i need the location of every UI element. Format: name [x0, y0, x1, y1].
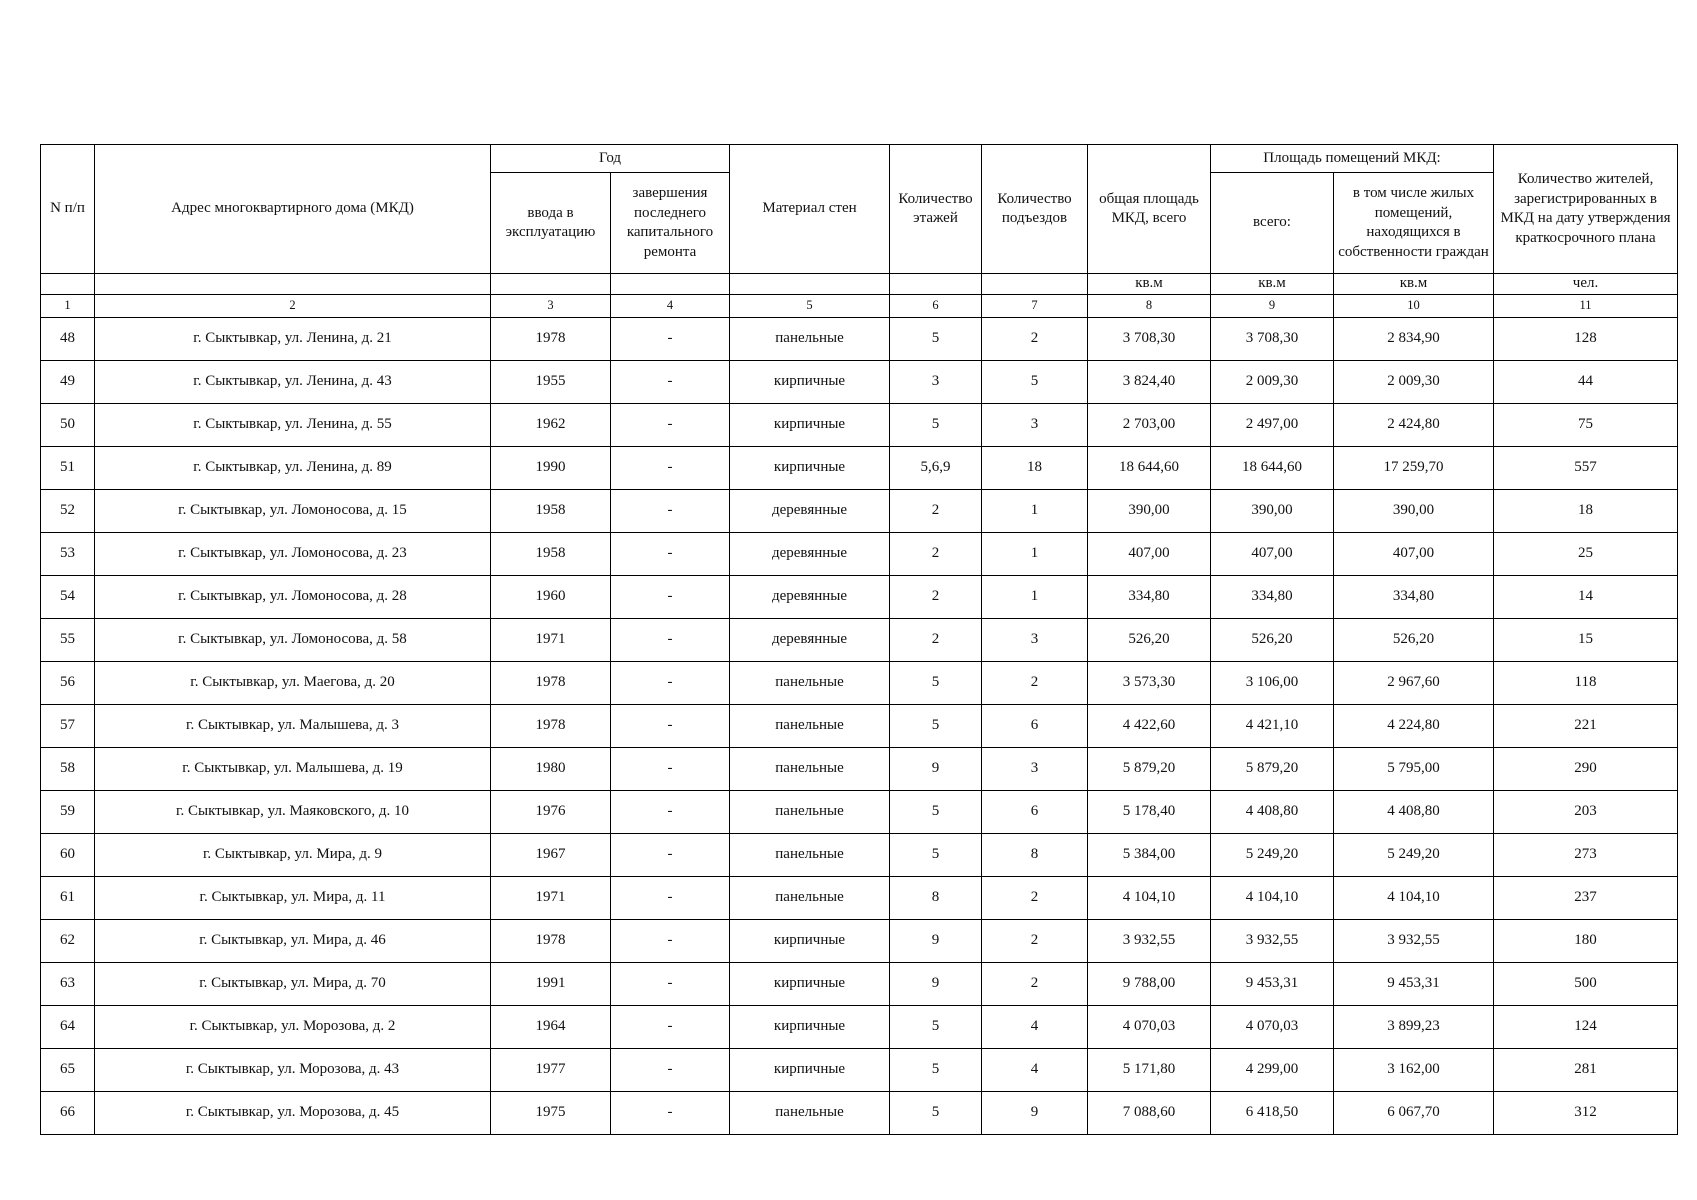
row-area-all: 4 299,00 [1211, 1048, 1334, 1091]
row-wall-material: панельные [730, 704, 890, 747]
row-floors: 5 [890, 704, 982, 747]
row-year-commission: 1990 [491, 446, 611, 489]
header-num: N п/п [41, 145, 95, 274]
row-address: г. Сыктывкар, ул. Мира, д. 9 [95, 833, 491, 876]
row-entrances: 9 [982, 1091, 1088, 1134]
column-number: 5 [730, 294, 890, 317]
row-wall-material: панельные [730, 317, 890, 360]
row-area-all: 4 408,80 [1211, 790, 1334, 833]
row-number: 64 [41, 1005, 95, 1048]
row-area-all: 2 009,30 [1211, 360, 1334, 403]
row-number: 63 [41, 962, 95, 1005]
row-number: 55 [41, 618, 95, 661]
row-year-repair: - [611, 403, 730, 446]
row-wall-material: кирпичные [730, 1005, 890, 1048]
row-address: г. Сыктывкар, ул. Ленина, д. 21 [95, 317, 491, 360]
row-wall-material: деревянные [730, 532, 890, 575]
row-year-repair: - [611, 360, 730, 403]
row-residents: 221 [1494, 704, 1678, 747]
row-floors: 5 [890, 790, 982, 833]
row-entrances: 2 [982, 661, 1088, 704]
row-total-area: 407,00 [1088, 532, 1211, 575]
row-entrances: 5 [982, 360, 1088, 403]
row-area-all: 334,80 [1211, 575, 1334, 618]
row-area-residential: 407,00 [1334, 532, 1494, 575]
row-year-repair: - [611, 1048, 730, 1091]
table-row [41, 532, 1678, 575]
row-area-all: 390,00 [1211, 489, 1334, 532]
row-total-area: 3 932,55 [1088, 919, 1211, 962]
row-year-repair: - [611, 317, 730, 360]
row-floors: 3 [890, 360, 982, 403]
header-year-commission: ввода в эксплуатацию [491, 173, 611, 274]
row-year-commission: 1958 [491, 532, 611, 575]
row-area-all: 3 106,00 [1211, 661, 1334, 704]
row-number: 57 [41, 704, 95, 747]
row-number: 49 [41, 360, 95, 403]
row-entrances: 4 [982, 1048, 1088, 1091]
row-floors: 5,6,9 [890, 446, 982, 489]
row-entrances: 3 [982, 747, 1088, 790]
row-wall-material: кирпичные [730, 403, 890, 446]
row-year-commission: 1958 [491, 489, 611, 532]
row-area-residential: 9 453,31 [1334, 962, 1494, 1005]
row-area-all: 4 070,03 [1211, 1005, 1334, 1048]
row-address: г. Сыктывкар, ул. Ленина, д. 43 [95, 360, 491, 403]
row-residents: 290 [1494, 747, 1678, 790]
row-number: 59 [41, 790, 95, 833]
row-total-area: 2 703,00 [1088, 403, 1211, 446]
row-year-repair: - [611, 704, 730, 747]
row-entrances: 2 [982, 919, 1088, 962]
row-wall-material: панельные [730, 661, 890, 704]
row-area-residential: 2 967,60 [1334, 661, 1494, 704]
header-row-units [41, 274, 1678, 295]
table-row [41, 1091, 1678, 1134]
row-wall-material: кирпичные [730, 1048, 890, 1091]
table-row [41, 575, 1678, 618]
row-year-commission: 1975 [491, 1091, 611, 1134]
row-entrances: 2 [982, 876, 1088, 919]
row-address: г. Сыктывкар, ул. Малышева, д. 19 [95, 747, 491, 790]
header-year-repair: завершения последнего капитального ремонта [611, 173, 730, 274]
row-number: 61 [41, 876, 95, 919]
row-total-area: 390,00 [1088, 489, 1211, 532]
column-number: 3 [491, 294, 611, 317]
row-residents: 281 [1494, 1048, 1678, 1091]
row-floors: 5 [890, 1048, 982, 1091]
row-floors: 9 [890, 919, 982, 962]
row-wall-material: деревянные [730, 489, 890, 532]
row-number: 65 [41, 1048, 95, 1091]
row-area-residential: 3 162,00 [1334, 1048, 1494, 1091]
unit-empty-floors [890, 274, 982, 295]
row-wall-material: панельные [730, 833, 890, 876]
table-row [41, 661, 1678, 704]
row-year-commission: 1960 [491, 575, 611, 618]
column-number: 8 [1088, 294, 1211, 317]
row-total-area: 5 384,00 [1088, 833, 1211, 876]
header-wall-material: Материал стен [730, 145, 890, 274]
table-row [41, 403, 1678, 446]
unit-empty-address [95, 274, 491, 295]
row-area-all: 9 453,31 [1211, 962, 1334, 1005]
unit-empty-repair [611, 274, 730, 295]
row-residents: 15 [1494, 618, 1678, 661]
row-area-residential: 4 224,80 [1334, 704, 1494, 747]
row-entrances: 8 [982, 833, 1088, 876]
row-total-area: 4 070,03 [1088, 1005, 1211, 1048]
row-area-all: 4 421,10 [1211, 704, 1334, 747]
row-total-area: 7 088,60 [1088, 1091, 1211, 1134]
table-row [41, 1005, 1678, 1048]
row-entrances: 3 [982, 403, 1088, 446]
row-entrances: 2 [982, 962, 1088, 1005]
row-area-residential: 4 104,10 [1334, 876, 1494, 919]
row-total-area: 5 178,40 [1088, 790, 1211, 833]
header-area-all: всего: [1211, 173, 1334, 274]
row-residents: 18 [1494, 489, 1678, 532]
row-area-residential: 390,00 [1334, 489, 1494, 532]
row-residents: 14 [1494, 575, 1678, 618]
table-row [41, 876, 1678, 919]
row-wall-material: деревянные [730, 618, 890, 661]
apartment-buildings-table [40, 144, 1678, 1135]
row-entrances: 2 [982, 317, 1088, 360]
row-address: г. Сыктывкар, ул. Мира, д. 11 [95, 876, 491, 919]
column-number: 10 [1334, 294, 1494, 317]
row-wall-material: панельные [730, 790, 890, 833]
column-number-row [41, 294, 1678, 317]
row-address: г. Сыктывкар, ул. Мира, д. 46 [95, 919, 491, 962]
row-year-repair: - [611, 661, 730, 704]
row-area-residential: 4 408,80 [1334, 790, 1494, 833]
row-floors: 2 [890, 532, 982, 575]
table-body [41, 317, 1678, 1134]
row-number: 48 [41, 317, 95, 360]
table-row [41, 618, 1678, 661]
row-year-commission: 1955 [491, 360, 611, 403]
row-area-all: 18 644,60 [1211, 446, 1334, 489]
row-residents: 273 [1494, 833, 1678, 876]
row-year-commission: 1977 [491, 1048, 611, 1091]
table-row [41, 1048, 1678, 1091]
table-row [41, 919, 1678, 962]
table-row [41, 489, 1678, 532]
row-wall-material: панельные [730, 1091, 890, 1134]
row-total-area: 9 788,00 [1088, 962, 1211, 1005]
row-area-residential: 2 424,80 [1334, 403, 1494, 446]
row-area-all: 3 932,55 [1211, 919, 1334, 962]
row-address: г. Сыктывкар, ул. Мира, д. 70 [95, 962, 491, 1005]
row-number: 62 [41, 919, 95, 962]
row-area-all: 2 497,00 [1211, 403, 1334, 446]
row-year-commission: 1964 [491, 1005, 611, 1048]
header-area-residential: в том числе жилых помещений, находящихся в собственности граждан [1334, 173, 1494, 274]
row-year-commission: 1962 [491, 403, 611, 446]
unit-total-area: кв.м [1088, 274, 1211, 295]
row-total-area: 18 644,60 [1088, 446, 1211, 489]
row-floors: 5 [890, 833, 982, 876]
header-area-group: Площадь помещений МКД: [1211, 145, 1494, 173]
row-entrances: 6 [982, 790, 1088, 833]
row-area-residential: 2 009,30 [1334, 360, 1494, 403]
table-row [41, 360, 1678, 403]
header-year-group: Год [491, 145, 730, 173]
row-year-repair: - [611, 489, 730, 532]
row-floors: 5 [890, 1005, 982, 1048]
table-row [41, 747, 1678, 790]
row-year-repair: - [611, 962, 730, 1005]
row-year-repair: - [611, 919, 730, 962]
table-row [41, 833, 1678, 876]
row-area-residential: 5 795,00 [1334, 747, 1494, 790]
row-floors: 9 [890, 747, 982, 790]
table-header [41, 145, 1678, 318]
row-address: г. Сыктывкар, ул. Морозова, д. 2 [95, 1005, 491, 1048]
row-year-repair: - [611, 747, 730, 790]
row-year-commission: 1978 [491, 704, 611, 747]
row-residents: 44 [1494, 360, 1678, 403]
row-area-residential: 3 932,55 [1334, 919, 1494, 962]
column-number: 2 [95, 294, 491, 317]
row-number: 56 [41, 661, 95, 704]
row-number: 50 [41, 403, 95, 446]
row-total-area: 5 879,20 [1088, 747, 1211, 790]
row-area-all: 5 249,20 [1211, 833, 1334, 876]
row-entrances: 3 [982, 618, 1088, 661]
row-year-commission: 1978 [491, 317, 611, 360]
row-number: 52 [41, 489, 95, 532]
row-total-area: 5 171,80 [1088, 1048, 1211, 1091]
row-address: г. Сыктывкар, ул. Малышева, д. 3 [95, 704, 491, 747]
row-floors: 2 [890, 618, 982, 661]
unit-area-residential: кв.м [1334, 274, 1494, 295]
row-entrances: 1 [982, 489, 1088, 532]
row-area-residential: 5 249,20 [1334, 833, 1494, 876]
header-residents: Количество жителей, зарегистрированных в МКД на дату утверждения краткосрочного плана [1494, 145, 1678, 274]
row-address: г. Сыктывкар, ул. Ломоносова, д. 15 [95, 489, 491, 532]
row-total-area: 334,80 [1088, 575, 1211, 618]
table-row [41, 704, 1678, 747]
row-area-all: 6 418,50 [1211, 1091, 1334, 1134]
row-year-repair: - [611, 575, 730, 618]
row-year-repair: - [611, 1005, 730, 1048]
table-row [41, 790, 1678, 833]
row-floors: 5 [890, 1091, 982, 1134]
row-number: 60 [41, 833, 95, 876]
row-entrances: 18 [982, 446, 1088, 489]
row-entrances: 1 [982, 575, 1088, 618]
table-row [41, 317, 1678, 360]
row-floors: 5 [890, 403, 982, 446]
row-number: 66 [41, 1091, 95, 1134]
row-total-area: 4 104,10 [1088, 876, 1211, 919]
row-area-residential: 3 899,23 [1334, 1005, 1494, 1048]
row-year-repair: - [611, 446, 730, 489]
row-total-area: 526,20 [1088, 618, 1211, 661]
row-year-repair: - [611, 790, 730, 833]
row-wall-material: деревянные [730, 575, 890, 618]
row-year-commission: 1978 [491, 661, 611, 704]
row-number: 54 [41, 575, 95, 618]
row-area-all: 407,00 [1211, 532, 1334, 575]
header-total-area: общая площадь МКД, всего [1088, 145, 1211, 274]
row-residents: 557 [1494, 446, 1678, 489]
row-area-all: 4 104,10 [1211, 876, 1334, 919]
row-residents: 25 [1494, 532, 1678, 575]
row-year-repair: - [611, 876, 730, 919]
table-row [41, 962, 1678, 1005]
row-number: 58 [41, 747, 95, 790]
row-residents: 128 [1494, 317, 1678, 360]
row-residents: 124 [1494, 1005, 1678, 1048]
header-address: Адрес многоквартирного дома (МКД) [95, 145, 491, 274]
row-address: г. Сыктывкар, ул. Морозова, д. 43 [95, 1048, 491, 1091]
row-address: г. Сыктывкар, ул. Морозова, д. 45 [95, 1091, 491, 1134]
column-number: 6 [890, 294, 982, 317]
header-row-top [41, 145, 1678, 173]
row-year-commission: 1971 [491, 876, 611, 919]
column-number: 7 [982, 294, 1088, 317]
header-floors: Количество этажей [890, 145, 982, 274]
row-address: г. Сыктывкар, ул. Ломоносова, д. 58 [95, 618, 491, 661]
row-number: 53 [41, 532, 95, 575]
row-year-repair: - [611, 833, 730, 876]
column-number: 1 [41, 294, 95, 317]
unit-empty-entrances [982, 274, 1088, 295]
row-residents: 180 [1494, 919, 1678, 962]
row-floors: 8 [890, 876, 982, 919]
row-floors: 2 [890, 489, 982, 532]
row-floors: 9 [890, 962, 982, 1005]
row-residents: 500 [1494, 962, 1678, 1005]
unit-area-all: кв.м [1211, 274, 1334, 295]
row-wall-material: кирпичные [730, 446, 890, 489]
unit-empty-year [491, 274, 611, 295]
header-entrances: Количество подъездов [982, 145, 1088, 274]
row-year-commission: 1978 [491, 919, 611, 962]
row-floors: 5 [890, 317, 982, 360]
row-year-repair: - [611, 532, 730, 575]
row-total-area: 4 422,60 [1088, 704, 1211, 747]
row-address: г. Сыктывкар, ул. Ленина, д. 55 [95, 403, 491, 446]
row-area-residential: 334,80 [1334, 575, 1494, 618]
row-year-commission: 1991 [491, 962, 611, 1005]
row-wall-material: кирпичные [730, 962, 890, 1005]
row-wall-material: кирпичные [730, 919, 890, 962]
row-area-all: 5 879,20 [1211, 747, 1334, 790]
row-floors: 2 [890, 575, 982, 618]
row-area-residential: 526,20 [1334, 618, 1494, 661]
row-year-commission: 1967 [491, 833, 611, 876]
row-number: 51 [41, 446, 95, 489]
row-entrances: 4 [982, 1005, 1088, 1048]
row-area-all: 526,20 [1211, 618, 1334, 661]
column-number: 9 [1211, 294, 1334, 317]
column-number: 4 [611, 294, 730, 317]
row-residents: 312 [1494, 1091, 1678, 1134]
row-year-repair: - [611, 1091, 730, 1134]
row-year-repair: - [611, 618, 730, 661]
row-residents: 237 [1494, 876, 1678, 919]
column-number: 11 [1494, 294, 1678, 317]
row-year-commission: 1980 [491, 747, 611, 790]
row-floors: 5 [890, 661, 982, 704]
row-wall-material: панельные [730, 747, 890, 790]
row-area-residential: 2 834,90 [1334, 317, 1494, 360]
row-area-all: 3 708,30 [1211, 317, 1334, 360]
row-total-area: 3 573,30 [1088, 661, 1211, 704]
row-entrances: 6 [982, 704, 1088, 747]
table-row [41, 446, 1678, 489]
row-residents: 118 [1494, 661, 1678, 704]
unit-residents: чел. [1494, 274, 1678, 295]
row-address: г. Сыктывкар, ул. Маяковского, д. 10 [95, 790, 491, 833]
row-wall-material: панельные [730, 876, 890, 919]
row-year-commission: 1971 [491, 618, 611, 661]
row-address: г. Сыктывкар, ул. Ленина, д. 89 [95, 446, 491, 489]
row-residents: 203 [1494, 790, 1678, 833]
row-total-area: 3 708,30 [1088, 317, 1211, 360]
row-address: г. Сыктывкар, ул. Ломоносова, д. 23 [95, 532, 491, 575]
row-address: г. Сыктывкар, ул. Маегова, д. 20 [95, 661, 491, 704]
row-residents: 75 [1494, 403, 1678, 446]
unit-empty-num [41, 274, 95, 295]
row-address: г. Сыктывкар, ул. Ломоносова, д. 28 [95, 575, 491, 618]
row-area-residential: 6 067,70 [1334, 1091, 1494, 1134]
row-wall-material: кирпичные [730, 360, 890, 403]
row-year-commission: 1976 [491, 790, 611, 833]
row-total-area: 3 824,40 [1088, 360, 1211, 403]
row-entrances: 1 [982, 532, 1088, 575]
row-area-residential: 17 259,70 [1334, 446, 1494, 489]
unit-empty-material [730, 274, 890, 295]
